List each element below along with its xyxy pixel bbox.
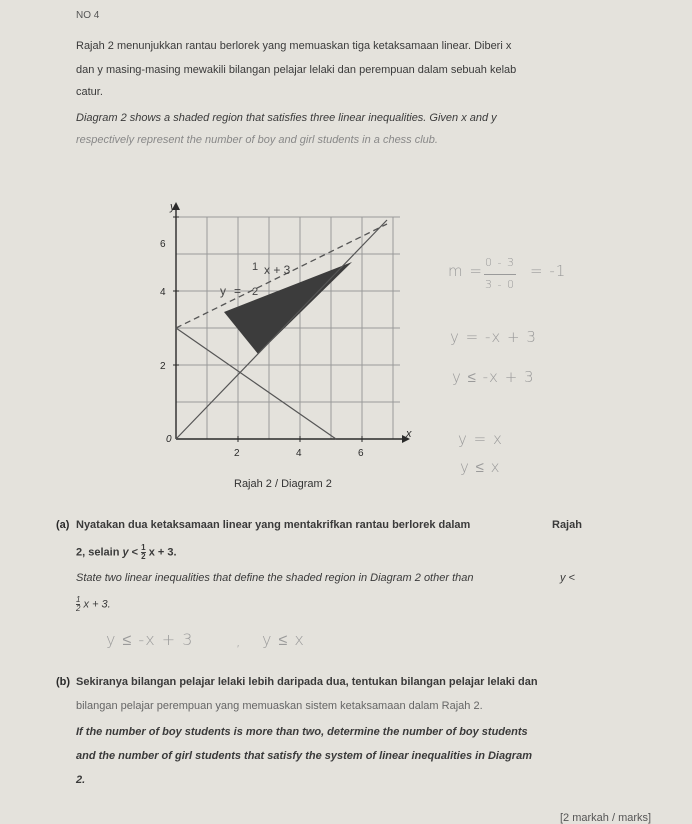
- origin-label: 0: [166, 434, 172, 445]
- y-tick-4: 4: [160, 287, 166, 298]
- question-a-english-rest: x + 3.: [83, 598, 111, 611]
- question-b-english-line-3: 2.: [76, 774, 86, 786]
- working-ineq1: y ≤ -x + 3: [452, 368, 535, 386]
- question-a-malay-line-2: [76, 544, 177, 561]
- line-y-equals-x: [176, 220, 387, 439]
- slope-denominator: 3 - 0: [485, 278, 515, 291]
- question-a-ineq-y: y: [122, 546, 129, 559]
- slope-numerator: 0 - 3: [485, 256, 515, 269]
- question-b-label: (b): [56, 676, 71, 688]
- question-a-malay-line-1: Nyatakan dua ketaksamaan linear yang mentakrifkan rantau berlorek dalam: [76, 519, 471, 531]
- question-b-english-line-1: If the number of boy students is more than two, determine the number of boy students: [76, 726, 528, 738]
- answer-a-part-2: y ≤ x: [262, 630, 305, 649]
- working-eq1: y = -x + 3: [450, 328, 537, 346]
- question-a-english-frac-num: 1: [76, 595, 81, 604]
- question-number: NO 4: [76, 10, 100, 21]
- intro-malay-line-1: Rajah 2 menunjukkan rantau berlorek yang memuaskan tiga ketaksamaan linear. Diberi x: [76, 40, 512, 52]
- question-a-fraction: [141, 544, 145, 561]
- x-tick-6: 6: [358, 448, 364, 459]
- slope-fraction-bar: [484, 274, 516, 275]
- marks-label: [2 markah / marks]: [560, 812, 652, 824]
- y-tick-6: 6: [160, 239, 166, 250]
- question-a-english-fraction: [76, 596, 80, 613]
- line-label-rest: x + 3: [264, 263, 291, 277]
- question-a-english-line-2: [76, 596, 111, 613]
- intro-malay-line-2: dan y masing-masing mewakili bilangan pelajar lelaki dan perempuan dalam sebuah kelab: [76, 64, 517, 76]
- diagram-graph: [140, 192, 440, 477]
- question-a-malay-rajah: Rajah: [552, 519, 582, 531]
- x-tick-4: 4: [296, 448, 302, 459]
- diagram-caption: Rajah 2 / Diagram 2: [234, 478, 332, 490]
- x-tick-2: 2: [234, 448, 240, 459]
- answer-a-part-1: y ≤ -x + 3: [106, 630, 194, 649]
- question-a-selain: 2, selain: [76, 546, 120, 559]
- question-a-ineq-lt: <: [131, 546, 139, 559]
- question-a-english-tail: y <: [560, 572, 575, 584]
- question-a-frac-den: 2: [141, 552, 146, 561]
- question-b-malay-line-2: bilangan pelajar perempuan yang memuaskan sistem ketaksamaan dalam Rajah 2.: [76, 700, 483, 712]
- slope-prefix: m =: [448, 262, 483, 280]
- line-label-frac-num: 1: [252, 261, 259, 273]
- question-a-english-line-1: State two linear inequalities that define the shaded region in Diagram 2 other than: [76, 572, 474, 584]
- question-a-frac-num: 1: [141, 543, 146, 552]
- working-ineq2: y ≤ x: [460, 458, 501, 476]
- line-label-y: y: [220, 284, 226, 298]
- slope-result: = -1: [530, 262, 567, 280]
- intro-malay-line-3: catur.: [76, 86, 103, 98]
- question-a-english-frac-den: 2: [76, 604, 81, 613]
- answer-a-separator: ,: [236, 634, 242, 650]
- question-b-english-line-2: and the number of girl students that satisfy the system of linear inequalities in Diagram: [76, 750, 532, 762]
- question-b-malay-line-1: Sekiranya bilangan pelajar lelaki lebih daripada dua, tentukan bilangan pelajar lelaki dan: [76, 676, 538, 688]
- line-label-equals: =: [234, 284, 242, 298]
- working-eq2: y = x: [458, 430, 503, 448]
- question-a-ineq-rest: x + 3.: [148, 546, 177, 559]
- line-label-frac-den: 2: [252, 286, 259, 298]
- y-tick-2: 2: [160, 361, 166, 372]
- x-axis-label: x: [406, 428, 412, 440]
- intro-english-line-2: respectively represent the number of boy and girl students in a chess club.: [76, 134, 438, 146]
- y-axis-label: y: [170, 201, 176, 213]
- intro-english-line-1: Diagram 2 shows a shaded region that satisfies three linear inequalities. Given x and y: [76, 112, 497, 124]
- question-a-label: (a): [56, 519, 70, 531]
